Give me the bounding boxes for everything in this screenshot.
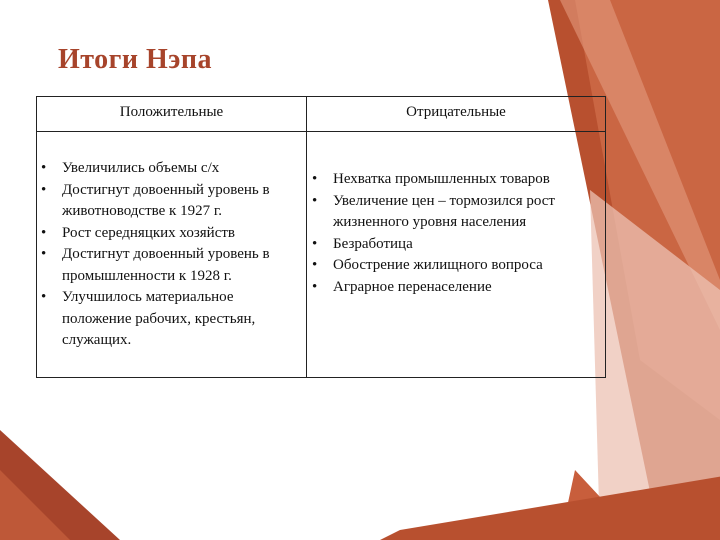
- list-item: • Достигнут довоенный уровень в животноводстве к 1927 г.: [37, 180, 303, 223]
- header-positive: Положительные: [119, 104, 224, 120]
- list-item: • Безработица: [308, 234, 608, 256]
- list-item: • Аграрное перенаселение: [308, 277, 608, 299]
- list-item: • Рост середняцких хозяйств: [37, 223, 303, 245]
- list-item: • Обострение жилищного вопроса: [308, 255, 608, 277]
- list-item: • Достигнут довоенный уровень в промышленности к 1928 г.: [37, 244, 303, 287]
- list-item: • Улучшилось материальное положение рабочих, крестьян, служащих.: [37, 287, 303, 352]
- column-divider: [306, 97, 307, 377]
- page-title: Итоги Нэпа: [58, 44, 213, 75]
- results-table: [36, 96, 606, 378]
- header-negative: Отрицательные: [406, 104, 506, 120]
- list-item: • Увеличились объемы с/х: [37, 158, 303, 180]
- positive-list: [37, 158, 303, 352]
- header-divider: [37, 131, 605, 132]
- negative-list: [308, 169, 608, 298]
- list-item: • Увеличение цен – тормозился рост жизненного уровня населения: [308, 191, 608, 234]
- list-item: • Нехватка промышленных товаров: [308, 169, 608, 191]
